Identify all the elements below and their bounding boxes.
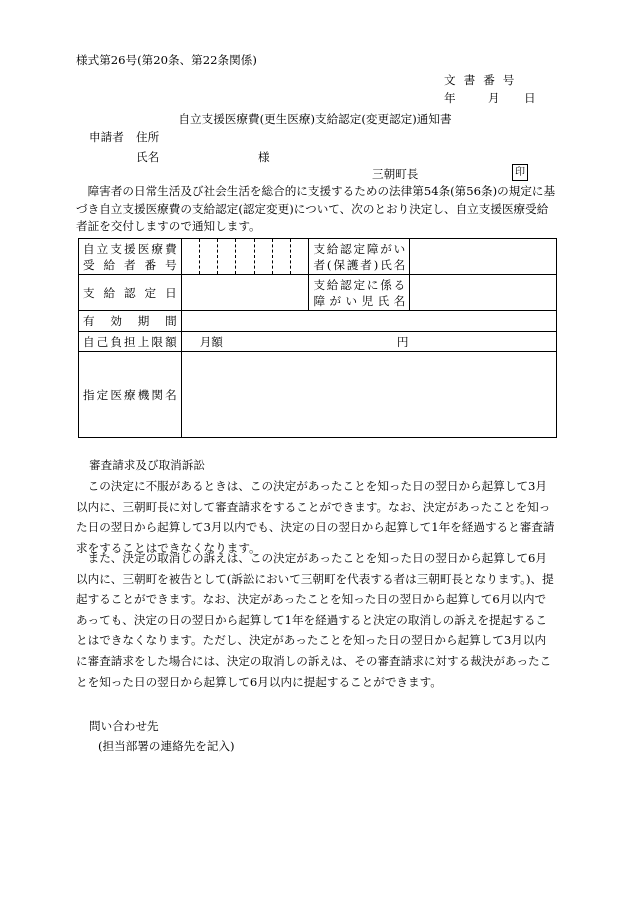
child-name-cell[interactable] [410,275,557,311]
appeal-heading: 審査請求及び取消訴訟 [89,458,205,472]
intro-text: 障害者の日常生活及び社会生活を総合的に支援するための法律第54条(第56条)の規定に基づき自立支援医療費の支給認定(認定変更)について、次のとおり決定し、自立支援医療受給者証を交付しますので通知します。 [76,184,556,233]
name-label: 氏名 [136,150,160,164]
table-row [79,239,557,275]
guardian-name-label: 支給認定障がい 者(保護者)氏名 [309,239,410,275]
validity-period-label: 有効期間 [79,311,182,332]
recipient-number-label: 自立支援医療費 受給者番号 [79,239,182,275]
table-row [79,275,557,311]
date-line [444,90,536,106]
recipient-number-cell[interactable] [181,239,309,275]
certification-table [78,238,557,438]
date-year-label: 年 [444,91,456,105]
honorific-label: 様 [258,150,270,164]
date-month-label: 月 [488,91,500,105]
document-title: 自立支援医療費(更生医療)支給認定(変更認定)通知書 [178,112,452,126]
contact-heading: 問い合わせ先 [89,719,159,733]
institution-name-cell[interactable] [181,352,556,438]
appeal-paragraph-2: また、決定の取消しの訴えは、この決定があったことを知った日の翌日から起算して6月以内に、三朝町を被告として(訴訟において三朝町を代表する者は三朝町長となります。)、提起することができます。なお、決定があったことを知った日の翌日から起算して6月以内であっても、決定の日の翌日から起算して1年を経過すると決定の取消しの訴えを提起することはできなくなります。ただし、決定があったことを知った日の翌日から起算して3月以内に審査請求をした場合には、決定の取消しの訴えは、その審査請求に対する裁決があったことを知った日の翌日から起算して6月以内に提起することができます。 [76,551,554,689]
child-name-label: 支給認定に係る 障がい児氏名 [309,275,410,311]
applicant-label: 申請者 [89,130,124,144]
certification-date-cell[interactable] [181,275,309,311]
yen-label: 円 [396,334,409,349]
table-row [79,332,557,352]
table-row [79,352,557,438]
document-number-label: 文書番号 [444,73,523,87]
date-day-label: 日 [524,91,536,105]
certification-date-label: 支給認定日 [79,275,182,311]
copay-limit-label: 自己負担上限額 [79,332,182,352]
table-row [79,311,557,332]
guardian-name-cell[interactable] [410,239,557,275]
address-label: 住所 [136,130,160,144]
contact-note: (担当部署の連絡先を記入) [98,739,235,753]
appeal-paragraph-1: この決定に不服があるときは、この決定があったことを知った日の翌日から起算して3月以内に、三朝町長に対して審査請求をすることができます。なお、決定があったことを知った日の翌日から起算して3月以内でも、決定の日の翌日から起算して1年を経過すると審査請求をすることはできなくなります。 [76,479,555,555]
copay-limit-cell[interactable] [181,332,556,352]
form-number: 様式第26号(第20条、第22条関係) [76,53,257,67]
validity-period-cell[interactable] [181,311,556,332]
seal-box: 印 [512,164,528,181]
monthly-label: 月額 [199,334,223,349]
institution-name-label: 指定医療機関名 [79,352,182,438]
issuer-name: 三朝町長 [372,167,419,181]
